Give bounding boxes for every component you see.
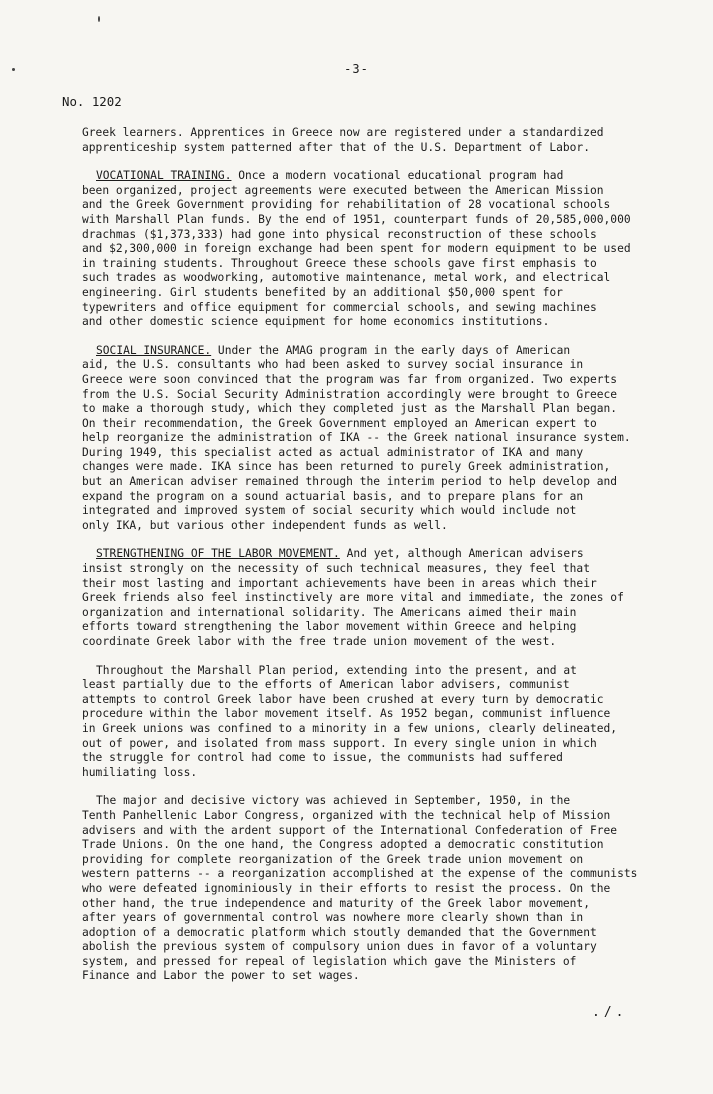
- text-line: [82, 766, 642, 781]
- line-text: humiliating loss.: [82, 765, 198, 779]
- text-line: [82, 126, 642, 141]
- line-text: Greek learners. Apprentices in Greece now are registered under a standardized: [82, 126, 604, 139]
- text-line: [82, 969, 642, 984]
- line-text: abolish the previous system of compulsory union dues in favor of a voluntary: [82, 940, 597, 954]
- line-text: Under the AMAG program in the early days of American: [211, 343, 571, 357]
- text-line: [82, 373, 642, 388]
- text-line: [82, 577, 642, 592]
- line-text: And yet, although American advisers: [339, 547, 584, 561]
- line-text: Tenth Panhellenic Labor Congress, organized with the technical help of Mission: [82, 808, 611, 822]
- line-text: aid, the U.S. consultants who had been asked to survey social insurance in: [82, 358, 584, 372]
- text-line: [82, 707, 642, 722]
- text-line: [82, 358, 642, 373]
- text-line: [82, 460, 642, 475]
- section-heading: STRENGTHENING OF THE LABOR MOVEMENT.: [96, 547, 340, 561]
- text-line: [82, 620, 642, 635]
- text-line: [82, 678, 642, 693]
- text-line: [82, 504, 642, 519]
- line-text: out of power, and isolated from mass support. In every single union in which: [82, 736, 597, 750]
- line-text: integrated and improved system of social security which would include not: [82, 504, 577, 518]
- line-text: drachmas ($1,373,333) had gone into physical reconstruction of these schools: [82, 227, 597, 241]
- line-text: Trade Unions. On the one hand, the Congress adopted a democratic constitution: [82, 838, 604, 852]
- line-text: providing for complete reorganization of the Greek trade union movement on: [82, 852, 584, 866]
- text-line: [82, 431, 642, 446]
- text-line: [82, 446, 642, 461]
- line-text: after years of governmental control was nowhere more clearly shown than in: [82, 911, 584, 925]
- line-text: in Greek unions was confined to a minority in a few unions, clearly delineated,: [82, 721, 618, 735]
- section-heading: VOCATIONAL TRAINING.: [96, 169, 232, 183]
- line-text: with Marshall Plan funds. By the end of 1951, counterpart funds of 20,585,000,000: [82, 212, 631, 226]
- text-line: [82, 402, 642, 417]
- text-line: [82, 751, 642, 766]
- text-line: [82, 169, 642, 184]
- text-line: [82, 475, 642, 490]
- paragraph-labor-congress: [82, 794, 642, 984]
- line-text: The major and decisive victory was achieved in September, 1950, in the: [96, 794, 571, 808]
- line-text: attempts to control Greek labor have been crushed at every turn by democratic: [82, 692, 604, 706]
- text-line: [82, 838, 642, 853]
- line-text: Greek friends also feel instinctively are more vital and immediate, the zones of: [82, 591, 624, 605]
- text-line: [82, 562, 642, 577]
- text-line: [82, 693, 642, 708]
- text-line: [82, 824, 642, 839]
- text-line: [82, 519, 642, 534]
- text-line: [82, 271, 642, 286]
- line-text: their most lasting and important achievements have been in areas which their: [82, 576, 597, 590]
- text-line: [82, 635, 642, 650]
- line-text: help reorganize the administration of IKA -- the Greek national insurance system.: [82, 431, 631, 445]
- text-line: [82, 141, 642, 156]
- text-line: [82, 794, 642, 809]
- text-line: [82, 547, 642, 562]
- line-text: On their recommendation, the Greek Government employed an American expert to: [82, 416, 597, 430]
- text-line: [82, 897, 642, 912]
- line-text: system, and pressed for repeal of legislation which gave the Ministers of: [82, 954, 577, 968]
- line-text: advisers and with the ardent support of the International Confederation of Free: [82, 823, 618, 837]
- section-heading: SOCIAL INSURANCE.: [96, 343, 212, 357]
- text-line: [82, 417, 642, 432]
- text-line: [82, 228, 642, 243]
- text-line: [82, 315, 642, 330]
- paragraph-vocational-training: [82, 169, 642, 330]
- text-line: [82, 344, 642, 359]
- paragraph-social-insurance: [82, 344, 642, 534]
- page-number: -3-: [344, 62, 369, 76]
- line-text: least partially due to the efforts of American labor advisers, communist: [82, 678, 570, 692]
- document-body: [82, 126, 642, 984]
- line-text: insist strongly on the necessity of such technical measures, they feel that: [82, 562, 590, 576]
- text-line: [82, 184, 642, 199]
- line-text: to make a thorough study, which they completed just as the Marshall Plan began.: [82, 402, 618, 416]
- text-line: [82, 940, 642, 955]
- line-text: western patterns -- a reorganization accomplished at the expense of the communists: [82, 867, 638, 881]
- line-text: other hand, the true independence and maturity of the Greek labor movement,: [82, 896, 590, 910]
- paragraph-marshall-plan-period: [82, 664, 642, 781]
- line-text: who were defeated ignominiously in their efforts to resist the process. On the: [82, 881, 611, 895]
- text-line: [82, 911, 642, 926]
- line-text: typewriters and office equipment for commercial schools, and sewing machines: [82, 300, 597, 314]
- text-line: [82, 490, 642, 505]
- text-line: [82, 809, 642, 824]
- text-line: [82, 664, 642, 679]
- line-text: but an American adviser remained through the interim period to help develop and: [82, 475, 618, 489]
- line-text: Throughout the Marshall Plan period, extending into the present, and at: [96, 663, 577, 677]
- text-line: [82, 853, 642, 868]
- line-text: and $2,300,000 in foreign exchange had been spent for modern equipment to be used: [82, 242, 631, 256]
- text-line: [82, 867, 642, 882]
- line-text: such trades as woodworking, automotive maintenance, metal work, and electrical: [82, 271, 611, 285]
- line-text: and the Greek Government providing for rehabilitation of 28 vocational schools: [82, 198, 611, 212]
- text-line: [82, 591, 642, 606]
- line-text: the struggle for control had come to issue, the communists had suffered: [82, 751, 563, 765]
- text-line: [82, 882, 642, 897]
- text-line: [82, 242, 642, 257]
- line-text: Once a modern vocational educational program had: [231, 169, 564, 183]
- text-line: [82, 955, 642, 970]
- line-text: and other domestic science equipment for home economics institutions.: [82, 315, 550, 329]
- text-line: [82, 213, 642, 228]
- line-text: been organized, project agreements were executed between the American Mission: [82, 183, 604, 197]
- line-text: Greece were soon convinced that the program was far from organized. Two experts: [82, 372, 618, 386]
- text-line: [82, 606, 642, 621]
- line-text: coordinate Greek labor with the free trade union movement of the west.: [82, 635, 557, 648]
- line-text: in training students. Throughout Greece these schools gave first emphasis to: [82, 256, 597, 270]
- line-text: from the U.S. Social Security Administration accordingly were brought to Greece: [82, 387, 618, 401]
- line-text: expand the program on a sound actuarial basis, and to prepare plans for an: [82, 489, 584, 503]
- paragraph-apprentices: [82, 126, 642, 155]
- line-text: engineering. Girl students benefited by an additional $50,000 spent for: [82, 285, 563, 299]
- line-text: only IKA, but various other independent funds as well.: [82, 518, 448, 532]
- line-text: changes were made. IKA since has been returned to purely Greek administration,: [82, 460, 611, 474]
- scan-speck: [98, 16, 100, 22]
- text-line: [82, 301, 642, 316]
- text-line: [82, 926, 642, 941]
- text-line: [82, 198, 642, 213]
- line-text: Finance and Labor the power to set wages.: [82, 969, 360, 983]
- line-text: efforts toward strengthening the labor movement within Greece and helping: [82, 620, 577, 634]
- line-text: apprenticeship system patterned after that of the U.S. Department of Labor.: [82, 140, 590, 154]
- line-text: During 1949, this specialist acted as actual administrator of IKA and many: [82, 445, 584, 459]
- text-line: [82, 286, 642, 301]
- line-text: organization and international solidarity. The Americans aimed their main: [82, 605, 577, 619]
- text-line: [82, 257, 642, 272]
- document-number: No. 1202: [62, 94, 122, 109]
- text-line: [82, 722, 642, 737]
- line-text: adoption of a democratic platform which stoutly demanded that the Government: [82, 925, 597, 939]
- continuation-mark: ./.: [592, 1005, 628, 1020]
- line-text: procedure within the labor movement itself. As 1952 began, communist influence: [82, 707, 611, 721]
- paragraph-labor-movement: [82, 547, 642, 649]
- text-line: [82, 388, 642, 403]
- text-line: [82, 737, 642, 752]
